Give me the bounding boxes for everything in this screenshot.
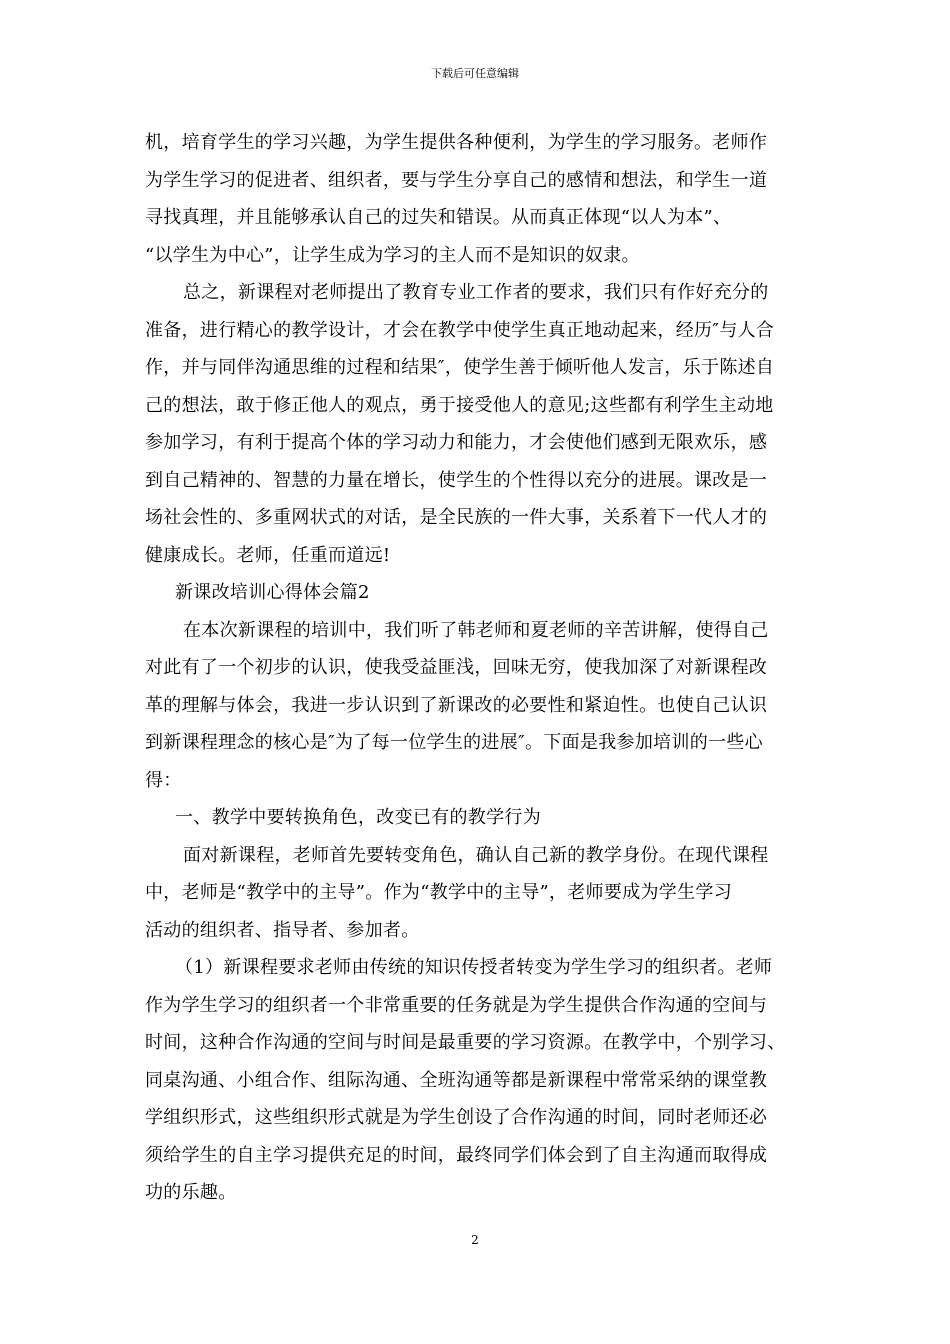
- text-line: 须给学生的自主学习提供充足的时间，最终同学们体会到了自主沟通而取得成: [145, 1144, 768, 1166]
- text-line: 同桌沟通、小组合作、组际沟通、全班沟通等都是新课程中常常采纳的课堂教: [145, 1069, 768, 1091]
- text-line: 得：: [145, 769, 182, 791]
- text-line: 作，并与同伴沟通思维的过程和结果″，使学生善于倾听他人发言，乐于陈述自: [145, 357, 775, 378]
- document-body: [145, 124, 810, 1212]
- text-line: 机，培育学生的学习兴趣，为学生提供各种便利，为学生的学习服务。老师作: [145, 132, 768, 153]
- subsection-heading: 一、教学中要转换角色，改变已有的教学行为: [175, 807, 541, 828]
- text-line: “以学生为中心”，让学生成为学习的主人而不是知识的奴隶。: [145, 244, 640, 266]
- paragraph-start: 在本次新课程的培训中，我们听了韩老师和夏老师的辛苦讲解，使得自己: [183, 619, 769, 641]
- text-line: 己的想法，敢于修正他人的观点，勇于接受他人的意见;这些都有利学生主动地: [145, 394, 774, 416]
- paragraph-start: 面对新课程，老师首先要转变角色，确认自己新的教学身份。在现代课程: [183, 844, 769, 866]
- text-line: 为学生学习的促进者、组织者，要与学生分享自己的感情和想法，和学生一道: [145, 169, 768, 191]
- page-header: 下载后可任意编辑: [431, 67, 519, 80]
- text-line: 中，老师是“教学中的主导”。作为“教学中的主导”，老师要成为学生学习: [145, 882, 733, 903]
- text-line: 学组织形式，这些组织形式就是为学生创设了合作沟通的时间，同时老师还必: [145, 1107, 768, 1128]
- text-line: 革的理解与体会，我进一步认识到了新课改的必要性和紧迫性。也使自己认识: [145, 694, 768, 716]
- text-line: 功的乐趣。: [145, 1182, 237, 1203]
- text-line: 到自己精神的、智慧的力量在增长，使学生的个性得以充分的进展。课改是一: [145, 469, 768, 491]
- text-line: 健康成长。老师，任重而道远!: [145, 544, 391, 566]
- page-number: 2: [471, 1233, 479, 1247]
- paragraph-start: 总之，新课程对老师提出了教育专业工作者的要求，我们只有作好充分的: [183, 282, 769, 303]
- text-line: 场社会性的、多重网状式的对话，是全民族的一件大事，关系着下一代人才的: [145, 507, 768, 528]
- text-line: 到新课程理念的核心是″为了每一位学生的进展″。下面是我参加培训的一些心: [145, 732, 763, 753]
- text-line: 对此有了一个初步的认识，使我受益匪浅，回味无穷，使我加深了对新课程改: [145, 657, 768, 678]
- section-heading: 新课改培训心得体会篇2: [175, 582, 370, 603]
- paragraph-start: （1）新课程要求老师由传统的知识传授者转变为学生学习的组织者。老师: [175, 957, 773, 978]
- text-line: 参加学习，有利于提高个体的学习动力和能力，才会使他们感到无限欢乐，感: [145, 432, 768, 453]
- text-line: 寻找真理，并且能够承认自己的过失和错误。从而真正体现“以人为本”、: [145, 207, 732, 228]
- text-line: 活动的组织者、指导者、参加者。: [145, 919, 420, 941]
- text-line: 作为学生学习的组织者一个非常重要的任务就是为学生提供合作沟通的空间与: [145, 994, 768, 1016]
- text-line: 时间，这种合作沟通的空间与时间是最重要的学习资源。在教学中，个别学习、: [145, 1032, 786, 1053]
- text-line: 准备，进行精心的教学设计，才会在教学中使学生真正地动起来，经历″与人合: [145, 319, 775, 341]
